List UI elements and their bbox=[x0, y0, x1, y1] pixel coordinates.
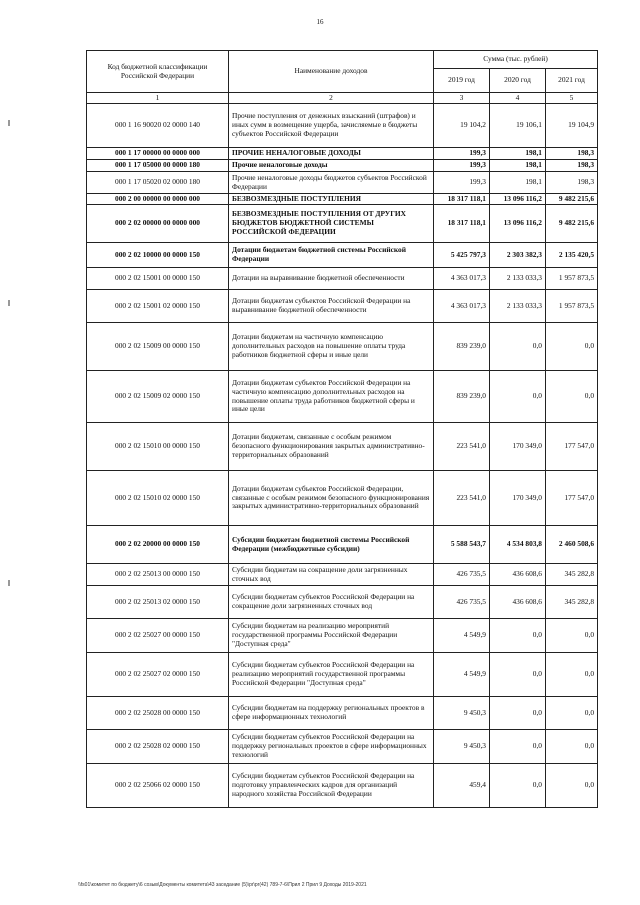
name-cell: Субсидии бюджетам субъектов Российской Федерации на реализацию мероприятий государственной программы Российской Федерации "Доступная среда" bbox=[229, 653, 434, 697]
code-cell: 000 2 02 20000 00 0000 150 bbox=[87, 526, 229, 564]
value-2019-cell: 9 450,3 bbox=[434, 697, 490, 730]
value-2020-cell: 0,0 bbox=[490, 323, 546, 371]
name-cell: Субсидии бюджетам субъектов Российской Федерации на поддержку региональных проектов в сфере информационных технологий bbox=[229, 730, 434, 764]
value-2020-cell: 4 534 803,8 bbox=[490, 526, 546, 564]
value-2021-cell: 1 957 873,5 bbox=[546, 268, 598, 290]
name-cell: Субсидии бюджетам на сокращение доли загрязненных сточных вод bbox=[229, 564, 434, 586]
name-cell: Субсидии бюджетам на реализацию мероприятий государственной программы Российской Федерации "Доступная среда" bbox=[229, 619, 434, 653]
name-cell: Прочие неналоговые доходы bbox=[229, 160, 434, 172]
code-cell: 000 1 17 05000 00 0000 180 bbox=[87, 160, 229, 172]
table-row bbox=[87, 764, 598, 808]
value-2021-cell: 0,0 bbox=[546, 323, 598, 371]
name-cell: БЕЗВОЗМЕЗДНЫЕ ПОСТУПЛЕНИЯ ОТ ДРУГИХ БЮДЖЕТОВ БЮДЖЕТНОЙ СИСТЕМЫ РОССИЙСКОЙ ФЕДЕРАЦИИ bbox=[229, 205, 434, 243]
value-2019-cell: 19 104,2 bbox=[434, 104, 490, 148]
value-2020-cell: 198,1 bbox=[490, 160, 546, 172]
value-2020-cell: 0,0 bbox=[490, 730, 546, 764]
binding-marks bbox=[8, 120, 11, 820]
table-row bbox=[87, 290, 598, 323]
value-2019-cell: 18 317 118,1 bbox=[434, 194, 490, 205]
header-year-2020: 2020 год bbox=[490, 69, 546, 93]
table-row bbox=[87, 148, 598, 160]
value-2021-cell: 0,0 bbox=[546, 619, 598, 653]
value-2019-cell: 4 363 017,3 bbox=[434, 290, 490, 323]
table-row bbox=[87, 323, 598, 371]
name-cell: Прочие неналоговые доходы бюджетов субъектов Российской Федерации bbox=[229, 172, 434, 194]
code-cell: 000 1 16 90020 02 0000 140 bbox=[87, 104, 229, 148]
value-2021-cell: 0,0 bbox=[546, 371, 598, 423]
value-2019-cell: 18 317 118,1 bbox=[434, 205, 490, 243]
header-index-4: 4 bbox=[490, 93, 546, 104]
header-index-3: 3 bbox=[434, 93, 490, 104]
table-row bbox=[87, 526, 598, 564]
value-2019-cell: 9 450,3 bbox=[434, 730, 490, 764]
value-2020-cell: 436 608,6 bbox=[490, 586, 546, 619]
code-cell: 000 2 02 15001 00 0000 150 bbox=[87, 268, 229, 290]
value-2021-cell: 198,3 bbox=[546, 148, 598, 160]
value-2021-cell: 198,3 bbox=[546, 160, 598, 172]
table-row bbox=[87, 586, 598, 619]
header-name: Наименование доходов bbox=[229, 51, 434, 93]
value-2020-cell: 0,0 bbox=[490, 764, 546, 808]
value-2021-cell: 2 135 420,5 bbox=[546, 243, 598, 268]
name-cell: Дотации бюджетам субъектов Российской Федерации, связанные с особым режимом безопасного функционирования закрытых административно-территориальных образований bbox=[229, 471, 434, 526]
name-cell: Дотации бюджетам субъектов Российской Федерации на выравнивание бюджетной обеспеченности bbox=[229, 290, 434, 323]
header-index-1: 1 bbox=[87, 93, 229, 104]
value-2021-cell: 1 957 873,5 bbox=[546, 290, 598, 323]
code-cell: 000 2 02 25028 00 0000 150 bbox=[87, 697, 229, 730]
value-2019-cell: 5 588 543,7 bbox=[434, 526, 490, 564]
value-2020-cell: 170 349,0 bbox=[490, 471, 546, 526]
value-2020-cell: 0,0 bbox=[490, 371, 546, 423]
name-cell: Дотации бюджетам, связанные с особым режимом безопасного функционирования закрытых административно-территориальных образований bbox=[229, 423, 434, 471]
value-2020-cell: 0,0 bbox=[490, 653, 546, 697]
table-row bbox=[87, 160, 598, 172]
value-2021-cell: 9 482 215,6 bbox=[546, 194, 598, 205]
table-row bbox=[87, 371, 598, 423]
table-row bbox=[87, 268, 598, 290]
table-body bbox=[87, 104, 598, 808]
table-row bbox=[87, 697, 598, 730]
value-2021-cell: 19 104,9 bbox=[546, 104, 598, 148]
table-row bbox=[87, 619, 598, 653]
code-cell: 000 2 02 25013 00 0000 150 bbox=[87, 564, 229, 586]
code-cell: 000 2 00 00000 00 0000 000 bbox=[87, 194, 229, 205]
header-sum: Сумма (тыс. рублей) bbox=[434, 51, 598, 69]
value-2021-cell: 198,3 bbox=[546, 172, 598, 194]
header-index-2: 2 bbox=[229, 93, 434, 104]
table-row bbox=[87, 423, 598, 471]
table-row bbox=[87, 471, 598, 526]
code-cell: 000 2 02 25027 00 0000 150 bbox=[87, 619, 229, 653]
name-cell: Субсидии бюджетам на поддержку региональных проектов в сфере информационных технологий bbox=[229, 697, 434, 730]
code-cell: 000 2 02 10000 00 0000 150 bbox=[87, 243, 229, 268]
code-cell: 000 2 02 00000 00 0000 000 bbox=[87, 205, 229, 243]
name-cell: Субсидии бюджетам субъектов Российской Федерации на сокращение доли загрязненных сточных вод bbox=[229, 586, 434, 619]
table-row bbox=[87, 243, 598, 268]
value-2019-cell: 426 735,5 bbox=[434, 586, 490, 619]
table-row bbox=[87, 205, 598, 243]
value-2019-cell: 839 239,0 bbox=[434, 323, 490, 371]
table-row bbox=[87, 653, 598, 697]
value-2019-cell: 199,3 bbox=[434, 172, 490, 194]
code-cell: 000 2 02 15009 02 0000 150 bbox=[87, 371, 229, 423]
value-2021-cell: 177 547,0 bbox=[546, 423, 598, 471]
name-cell: Субсидии бюджетам субъектов Российской Федерации на подготовку управленческих кадров для организаций народного хозяйства Российской Федерации bbox=[229, 764, 434, 808]
value-2020-cell: 2 303 382,3 bbox=[490, 243, 546, 268]
value-2019-cell: 199,3 bbox=[434, 148, 490, 160]
value-2021-cell: 177 547,0 bbox=[546, 471, 598, 526]
value-2019-cell: 459,4 bbox=[434, 764, 490, 808]
value-2019-cell: 839 239,0 bbox=[434, 371, 490, 423]
name-cell: БЕЗВОЗМЕЗДНЫЕ ПОСТУПЛЕНИЯ bbox=[229, 194, 434, 205]
code-cell: 000 2 02 15009 00 0000 150 bbox=[87, 323, 229, 371]
page-number: 16 bbox=[316, 18, 324, 26]
value-2020-cell: 2 133 033,3 bbox=[490, 290, 546, 323]
value-2019-cell: 426 735,5 bbox=[434, 564, 490, 586]
value-2020-cell: 0,0 bbox=[490, 697, 546, 730]
value-2021-cell: 0,0 bbox=[546, 730, 598, 764]
header-code: Код бюджетной классификации Российской Федерации bbox=[87, 51, 229, 93]
value-2021-cell: 0,0 bbox=[546, 653, 598, 697]
value-2020-cell: 0,0 bbox=[490, 619, 546, 653]
table-row bbox=[87, 172, 598, 194]
value-2021-cell: 345 282,8 bbox=[546, 564, 598, 586]
name-cell: Прочие поступления от денежных взысканий (штрафов) и иных сумм в возмещение ущерба, зачисляемые в бюджеты субъектов Российской Федерации bbox=[229, 104, 434, 148]
code-cell: 000 2 02 15010 00 0000 150 bbox=[87, 423, 229, 471]
value-2021-cell: 9 482 215,6 bbox=[546, 205, 598, 243]
value-2021-cell: 0,0 bbox=[546, 697, 598, 730]
budget-revenue-table bbox=[86, 50, 598, 808]
value-2021-cell: 345 282,8 bbox=[546, 586, 598, 619]
value-2019-cell: 4 549,9 bbox=[434, 653, 490, 697]
name-cell: ПРОЧИЕ НЕНАЛОГОВЫЕ ДОХОДЫ bbox=[229, 148, 434, 160]
table-row bbox=[87, 564, 598, 586]
code-cell: 000 1 17 00000 00 0000 000 bbox=[87, 148, 229, 160]
value-2020-cell: 436 608,6 bbox=[490, 564, 546, 586]
file-path-footer: \\fs01\комитет по бюджету\6 созыв\Документы комитета\43 заседание (5)\pr\pr(42) 789-7-6\Прил 2 Прил 9 Доходы 2019-2021 bbox=[78, 882, 367, 888]
header-year-2021: 2021 год bbox=[546, 69, 598, 93]
value-2019-cell: 5 425 797,3 bbox=[434, 243, 490, 268]
value-2020-cell: 19 106,1 bbox=[490, 104, 546, 148]
header-index-5: 5 bbox=[546, 93, 598, 104]
name-cell: Дотации бюджетам субъектов Российской Федерации на частичную компенсацию дополнительных расходов на повышение оплаты труда работников бюджетной сферы и иные цели bbox=[229, 371, 434, 423]
name-cell: Дотации на выравнивание бюджетной обеспеченности bbox=[229, 268, 434, 290]
value-2019-cell: 4 549,9 bbox=[434, 619, 490, 653]
value-2019-cell: 199,3 bbox=[434, 160, 490, 172]
value-2021-cell: 0,0 bbox=[546, 764, 598, 808]
value-2020-cell: 2 133 033,3 bbox=[490, 268, 546, 290]
value-2020-cell: 198,1 bbox=[490, 148, 546, 160]
value-2019-cell: 223 541,0 bbox=[434, 423, 490, 471]
table-row bbox=[87, 194, 598, 205]
code-cell: 000 2 02 25013 02 0000 150 bbox=[87, 586, 229, 619]
code-cell: 000 1 17 05020 02 0000 180 bbox=[87, 172, 229, 194]
name-cell: Субсидии бюджетам бюджетной системы Российской Федерации (межбюджетные субсидии) bbox=[229, 526, 434, 564]
code-cell: 000 2 02 15001 02 0000 150 bbox=[87, 290, 229, 323]
table-row bbox=[87, 104, 598, 148]
name-cell: Дотации бюджетам бюджетной системы Российской Федерации bbox=[229, 243, 434, 268]
table-row bbox=[87, 730, 598, 764]
value-2020-cell: 170 349,0 bbox=[490, 423, 546, 471]
value-2020-cell: 198,1 bbox=[490, 172, 546, 194]
value-2019-cell: 223 541,0 bbox=[434, 471, 490, 526]
code-cell: 000 2 02 25028 02 0000 150 bbox=[87, 730, 229, 764]
value-2020-cell: 13 096 116,2 bbox=[490, 205, 546, 243]
value-2019-cell: 4 363 017,3 bbox=[434, 268, 490, 290]
name-cell: Дотации бюджетам на частичную компенсацию дополнительных расходов на повышение оплаты труда работников бюджетной сферы и иные цели bbox=[229, 323, 434, 371]
code-cell: 000 2 02 25027 02 0000 150 bbox=[87, 653, 229, 697]
header-year-2019: 2019 год bbox=[434, 69, 490, 93]
value-2020-cell: 13 096 116,2 bbox=[490, 194, 546, 205]
value-2021-cell: 2 460 508,6 bbox=[546, 526, 598, 564]
code-cell: 000 2 02 15010 02 0000 150 bbox=[87, 471, 229, 526]
code-cell: 000 2 02 25066 02 0000 150 bbox=[87, 764, 229, 808]
